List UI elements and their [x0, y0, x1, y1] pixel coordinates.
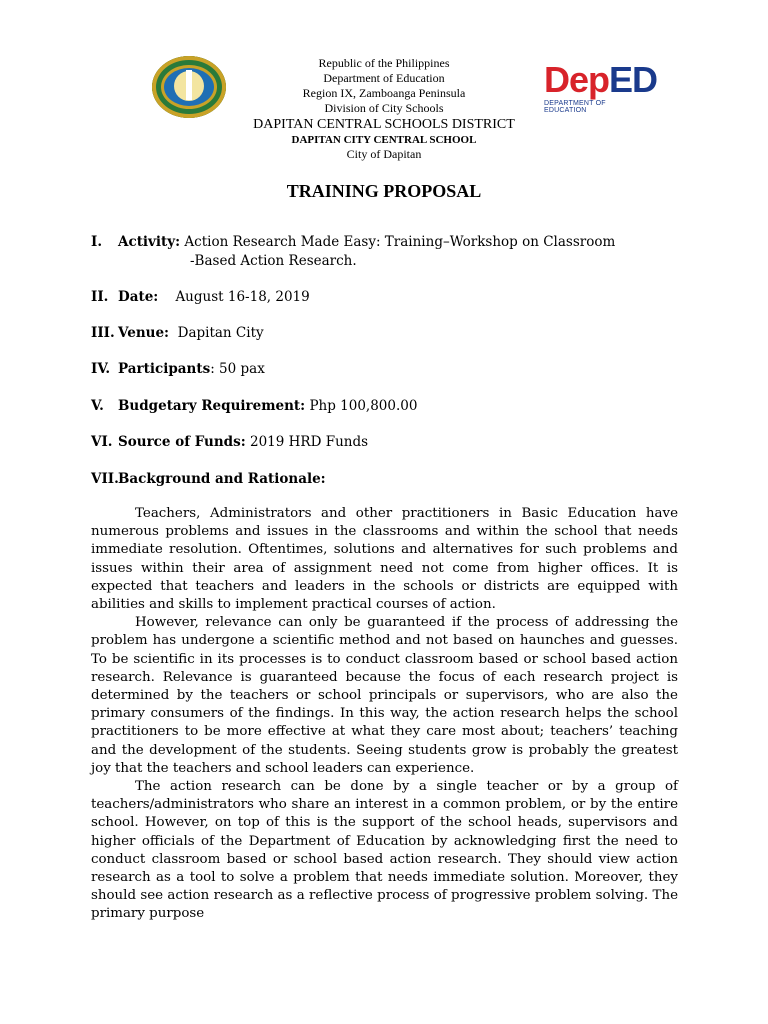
- header-republic: Republic of the Philippines: [318, 56, 450, 70]
- rationale-paragraph-1: Teachers, Administrators and other practitioners in Basic Education have numerous problems and issues in the classrooms and within the school that needs immediate resolution. Oftentimes, solutions and alternatives for such problems and issues within their area of assignment need not come from higher offices. It is expected that teachers and leaders in the schools or districts are equipped with abilities and skills to implement practical courses of action.: [91, 506, 678, 613]
- item-label: Participants: [118, 361, 211, 377]
- deped-logo-suffix: ED: [609, 59, 658, 100]
- item-label: Activity:: [118, 234, 181, 250]
- item-activity: [91, 233, 691, 271]
- deped-logo-word: [544, 59, 658, 100]
- item-number: III.: [91, 325, 115, 341]
- item-value: Dapitan City: [177, 325, 264, 341]
- item-number: VII.: [91, 471, 119, 487]
- item-background-heading: [91, 470, 691, 489]
- item-venue: [91, 324, 691, 343]
- item-value: Php 100,800.00: [309, 398, 418, 414]
- deped-logo-prefix: Dep: [544, 59, 610, 100]
- item-value: August 16-18, 2019: [175, 289, 310, 305]
- item-label: Background and Rationale:: [118, 471, 326, 487]
- header-region: Region IX, Zamboanga Peninsula: [302, 86, 466, 100]
- item-value: Action Research Made Easy: Training–Workshop on Classroom: [184, 234, 616, 250]
- header-division: Division of City Schools: [324, 101, 444, 115]
- item-number: II.: [91, 289, 109, 305]
- deped-logo: [544, 59, 658, 114]
- item-value: : 50 pax: [210, 361, 265, 377]
- document-title: TRAINING PROPOSAL: [286, 181, 482, 201]
- item-label: Date:: [118, 289, 159, 305]
- rationale-paragraph-3: The action research can be done by a single teacher or by a group of teachers/administrators who share an interest in a common problem, or by the entire school. However, on top of this is the support of the school heads, supervisors and higher officials of the Department of Education by acknowledging first the need to conduct classroom based or school based action research. They should view action research as a tool to solve a problem that needs immediate solution. Moreover, they should see action research as a reflective process of progressive problem solving. The primary purpose: [91, 779, 678, 922]
- item-number: VI.: [91, 434, 113, 450]
- header-school: DAPITAN CITY CENTRAL SCHOOL: [291, 134, 477, 146]
- header-district: DAPITAN CENTRAL SCHOOLS DISTRICT: [253, 117, 515, 132]
- item-label: Budgetary Requirement:: [118, 398, 306, 414]
- item-date: [91, 288, 691, 307]
- item-funds: [91, 433, 691, 452]
- dapitan-seal-icon: [152, 56, 226, 118]
- item-value-continued: -Based Action Research.: [190, 253, 357, 269]
- letterhead: [230, 56, 538, 162]
- item-budget: [91, 397, 691, 416]
- item-value: 2019 HRD Funds: [250, 434, 369, 450]
- header-department: Department of Education: [323, 71, 445, 85]
- rationale-paragraph-2: However, relevance can only be guaranteed if the process of addressing the problem has undergone a scientific method and not based on haunches and guesses. To be scientific in its processes is to conduct classroom based or school based action research. Relevance is guaranteed because the focus of each research project is determined by the teachers or school principals or supervisors, who are also the primary consumers of the findings. In this way, the action research helps the school practitioners to be more effective at what they care most about; teachers’ teaching and the development of the students. Seeing students grow is probably the greatest joy that the teachers and school leaders can experience.: [91, 615, 678, 776]
- item-number: I.: [91, 234, 103, 250]
- seal-monument: [186, 70, 192, 100]
- item-label: Venue:: [118, 325, 170, 341]
- rationale-body: [91, 505, 678, 924]
- item-label: Source of Funds:: [118, 434, 246, 450]
- item-number: IV.: [91, 361, 111, 377]
- item-number: V.: [91, 398, 104, 414]
- header-city: City of Dapitan: [346, 147, 422, 161]
- item-participants: [91, 360, 691, 379]
- deped-logo-subtitle: DEPARTMENT OF EDUCATION: [544, 100, 606, 114]
